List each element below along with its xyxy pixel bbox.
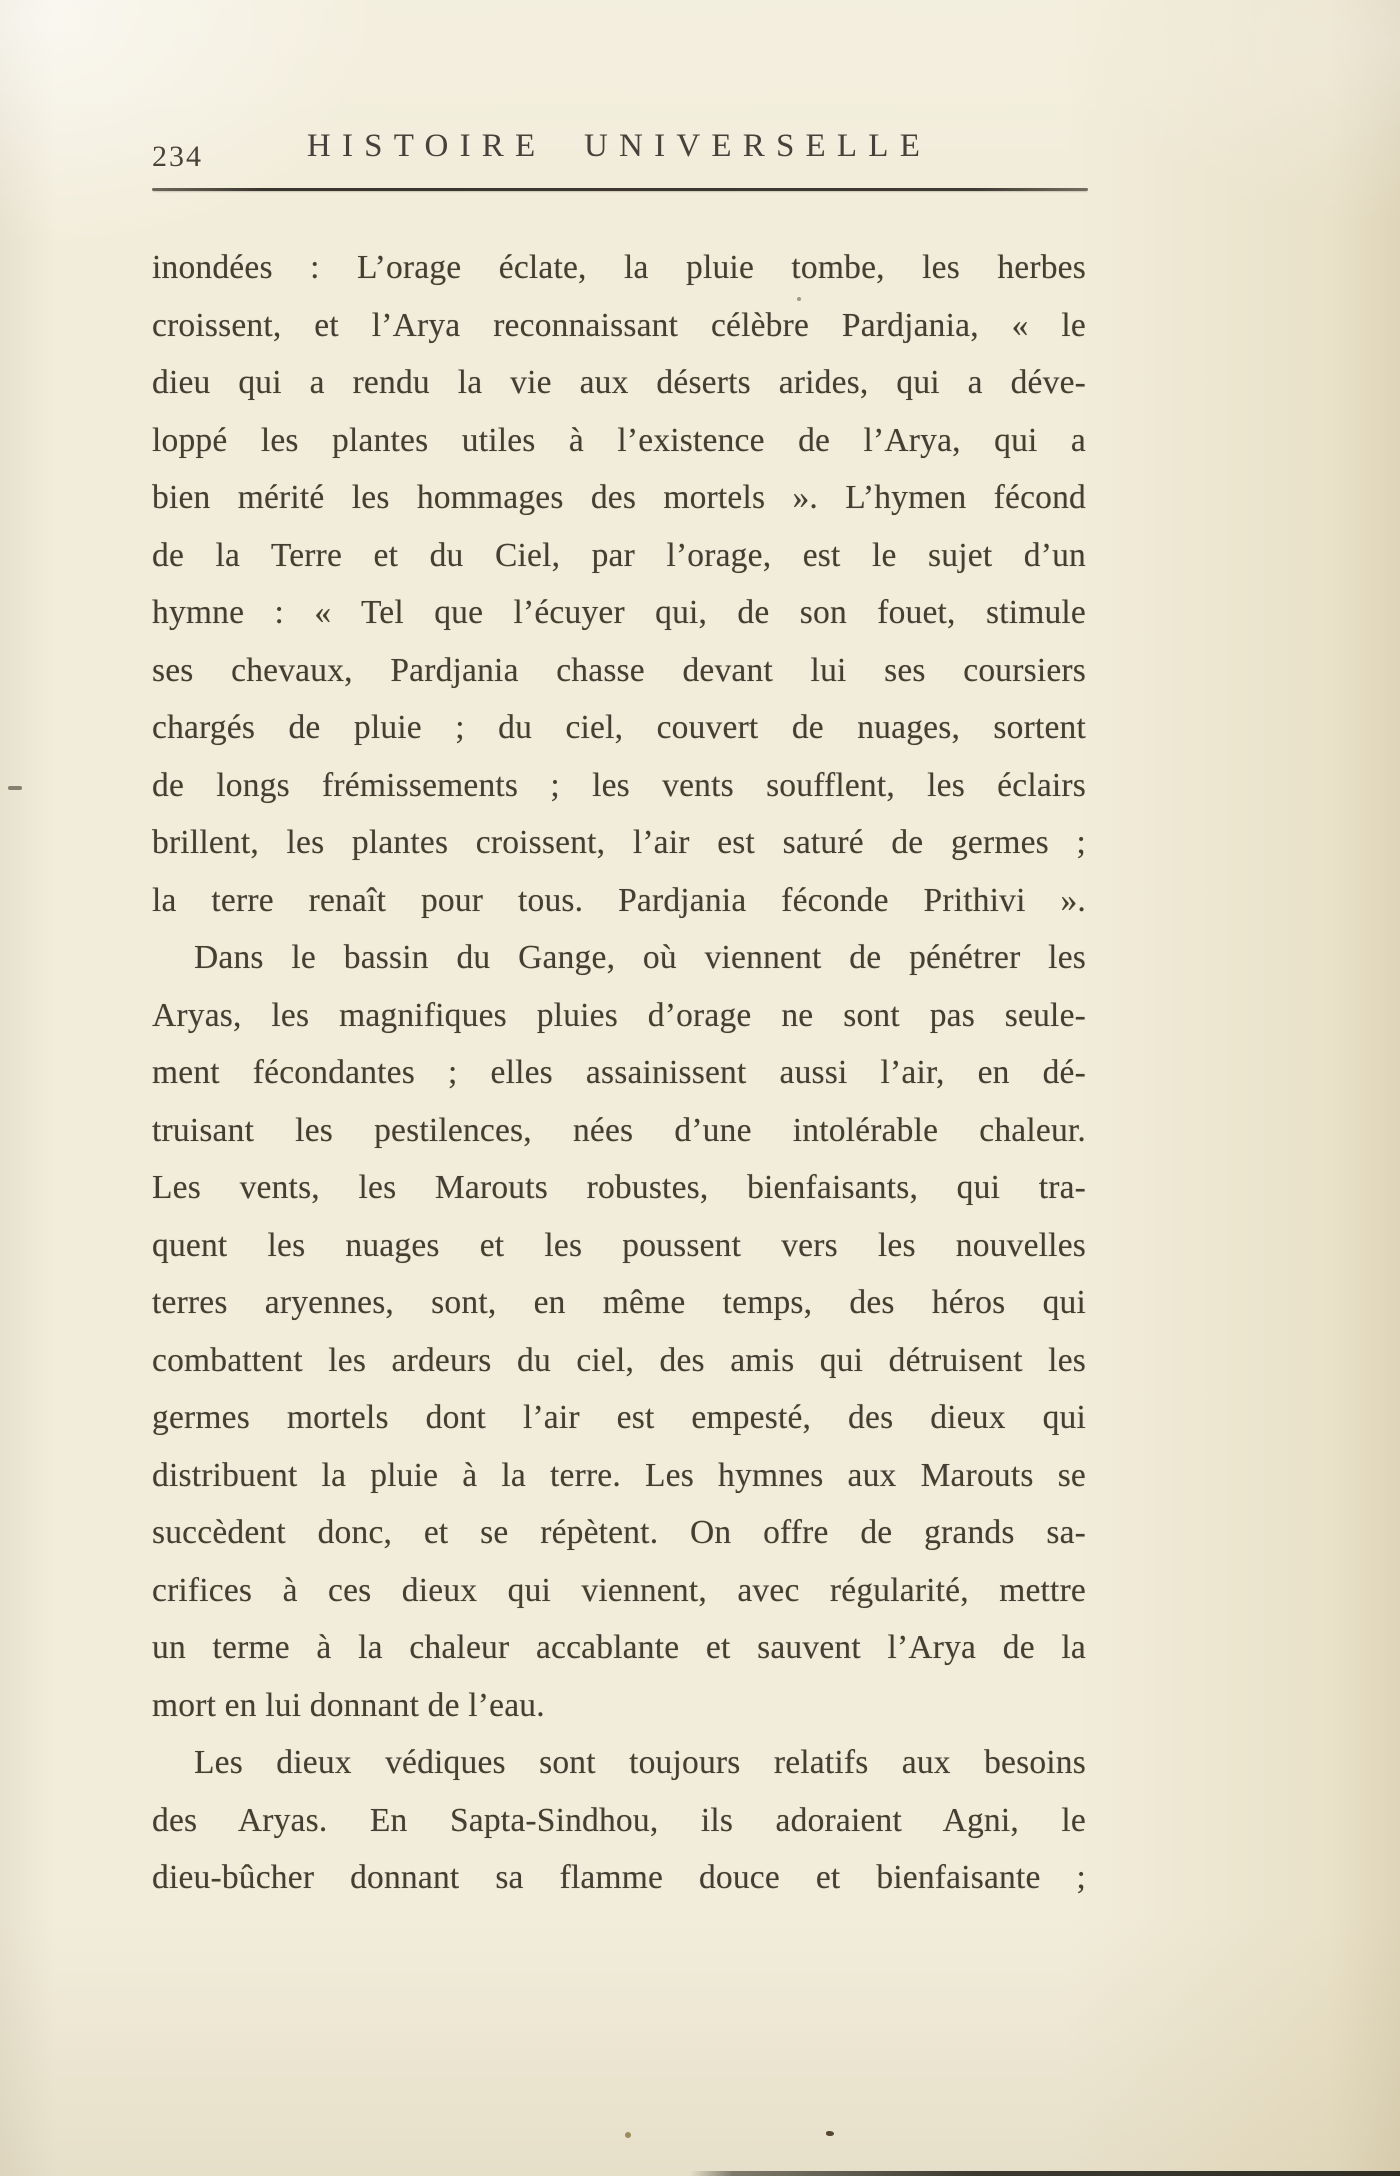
text-line: dieu qui a rendu la vie aux déserts arides, qui a déve-: [152, 364, 1086, 401]
text-line: quent les nuages et les poussent vers les nouvelles: [152, 1226, 1086, 1264]
paragraph: [152, 929, 1086, 1734]
text-line: Aryas, les magnifiques pluies d’orage ne sont pas seule-: [152, 996, 1086, 1034]
text-line: un terme à la chaleur accablante et sauvent l’Arya de la: [152, 1629, 1086, 1666]
paragraph: [152, 239, 1086, 929]
paragraph: [152, 1734, 1086, 1907]
page-number: 234: [152, 140, 203, 173]
text-line: succèdent donc, et se répètent. On offre de grands sa-: [152, 1514, 1086, 1551]
running-header-title: HISTOIRE UNIVERSELLE: [306, 128, 932, 164]
text-line: de la Terre et du Ciel, par l’orage, est le sujet d’un: [152, 536, 1086, 574]
text-line: dieu-bûcher donnant sa flamme douce et bienfaisante ;: [152, 1859, 1086, 1896]
margin-mark: [8, 786, 22, 790]
text-line: terres aryennes, sont, en même temps, des héros qui: [152, 1284, 1086, 1321]
text-line: mort en lui donnant de l’eau.: [152, 1686, 545, 1724]
text-line: Les vents, les Marouts robustes, bienfaisants, qui tra-: [152, 1169, 1086, 1206]
text-line: de longs frémissements ; les vents soufflent, les éclairs: [152, 766, 1086, 804]
text-line: truisant les pestilences, nées d’une intolérable chaleur.: [152, 1111, 1086, 1149]
text-line: germes mortels dont l’air est empesté, des dieux qui: [152, 1399, 1086, 1436]
text-line: distribuent la pluie à la terre. Les hymnes aux Marouts se: [152, 1456, 1086, 1494]
header-rule: [152, 188, 1088, 191]
text-line: chargés de pluie ; du ciel, couvert de nuages, sortent: [152, 709, 1086, 746]
text-line: inondées : L’orage éclate, la pluie tombe, les herbes: [152, 249, 1086, 286]
text-line: ses chevaux, Pardjania chasse devant lui ses coursiers: [152, 651, 1086, 689]
text-line: Dans le bassin du Gange, où viennent de pénétrer les: [194, 939, 1086, 976]
paper-speck: [625, 2132, 631, 2138]
text-line: Les dieux védiques sont toujours relatifs aux besoins: [194, 1744, 1086, 1781]
text-line: croissent, et l’Arya reconnaissant célèbre Pardjania, « le: [152, 306, 1086, 344]
page-body-text: [152, 239, 1086, 1907]
paper-speck: [826, 2131, 834, 2136]
text-line: bien mérité les hommages des mortels ». L’hymen fécond: [152, 479, 1086, 516]
page-bottom-edge-shadow: [690, 2171, 1400, 2176]
text-line: hymne : « Tel que l’écuyer qui, de son fouet, stimule: [152, 594, 1086, 631]
text-line: la terre renaît pour tous. Pardjania féconde Prithivi ».: [152, 881, 1086, 919]
text-line: ment fécondantes ; elles assainissent aussi l’air, en dé-: [152, 1054, 1086, 1091]
text-line: brillent, les plantes croissent, l’air est saturé de germes ;: [152, 824, 1086, 861]
paper-speck: [797, 297, 801, 301]
text-line: des Aryas. En Sapta-Sindhou, ils adoraient Agni, le: [152, 1801, 1086, 1839]
text-line: loppé les plantes utiles à l’existence de l’Arya, qui a: [152, 421, 1086, 459]
text-line: combattent les ardeurs du ciel, des amis qui détruisent les: [152, 1341, 1086, 1379]
text-line: crifices à ces dieux qui viennent, avec régularité, mettre: [152, 1571, 1086, 1609]
